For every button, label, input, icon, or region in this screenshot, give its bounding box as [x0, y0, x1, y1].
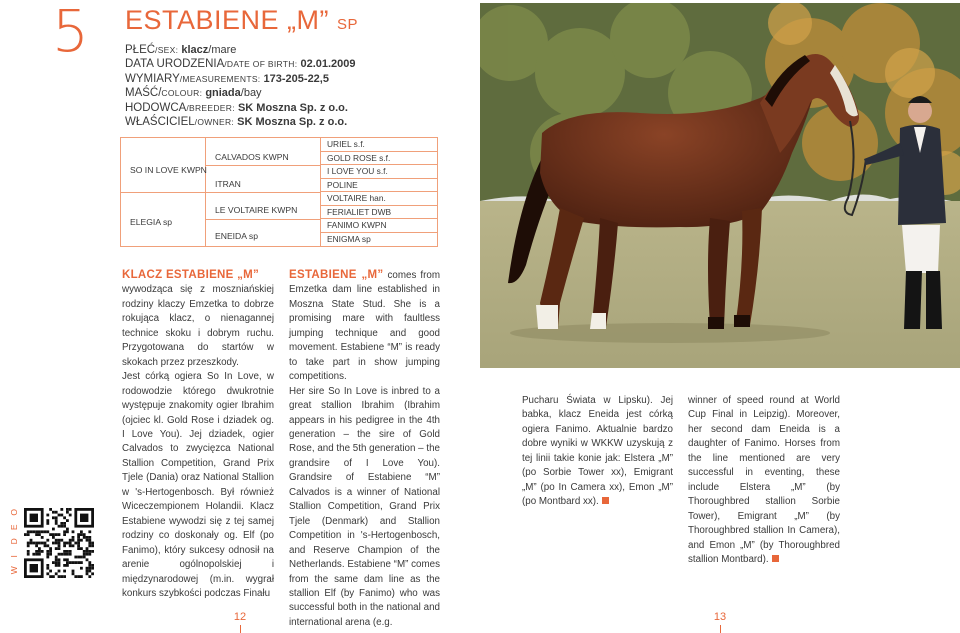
column-paragraph: Pucharu Świata w Lipsku). Jej babka, klacz Eneida jest córką ogiera Fanimo. Aktualnie bardzo dobre wyniki w WKKW uzyskują z tej linii takie konie jak: Elstera „M” (po Sorbie Tower xx), Emigrant „M” (po In Camera xx), Emon „M” (po Montbard xx). — [522, 395, 673, 508]
pedigree-sire: SO IN LOVE KWPN — [130, 165, 207, 175]
column-paragraph: wywodząca się z moszniańskiej rodziny klaczy Emzetka to dobrze rokująca klacz, o nienagannej technice skoku i dobrym ruchu. Przygotowana do startów w skokach przez przeszkody. — [122, 284, 274, 368]
pedigree-divider — [205, 219, 320, 220]
info-colour: MAŚĆ/COLOUR: gniada/bay — [125, 87, 262, 100]
pedigree-g2: LE VOLTAIRE KWPN — [215, 205, 298, 215]
column-paragraph: comes from Emzetka dam line established in Moszna State Stud. She is a promising mare with faultless jumping technique and good movement. Estabiene “M” is ready to take part in show jumping competitions. — [289, 270, 440, 383]
horse-title — [125, 7, 358, 34]
pedigree-g2: CALVADOS KWPN — [215, 152, 289, 162]
column-paragraph: Her sire So In Love is inbred to a great stallion Ibrahim (Ibrahim appears in his pedigree in the 4th generation – the sire of Gold Rose, and the 5th generation – the grandsire of I Love You). Grandsire of Estabiene “M” Calvados is a winner of National Stallion Competition, Grand Prix Tjele (Denmark) and Stallion Competition in 's-Hertogenbosch, and Reserve Champion of the Netherlands. Estabiene “M” comes from the same dam line as the stallion Elf (by Fanimo) who was successful both in the national and international arena (e.g. — [289, 385, 440, 628]
pedigree-g3: FERIALIET DWB — [321, 206, 437, 220]
end-of-article-icon — [772, 555, 779, 562]
text-column-en-1 — [289, 268, 440, 630]
column-heading: KLACZ ESTABIENE „M” — [122, 269, 260, 281]
text-column-en-2 — [688, 394, 840, 567]
page-number-left: 12 — [225, 611, 255, 633]
info-sex: PŁEĆ/SEX: klacz/mare — [125, 44, 237, 56]
column-paragraph: Jest córką ogiera So In Love, w rodowodzie którego dwukrotnie występuje znakomity ogier Ibrahim (ojciec kl. Gold Rose i dziadek og. I Love You). Jej dziadek, ogier Calvados to zwycięzca National Stallion Competition, Grand Prix Tjele (Dania) oraz National Stallion w 's-Hertogenbosch. Był również Wiceczempionem Holandii. Klacz Estabiene wywodzi się z tej samej rodziny co doskonały og. Elf (po Fanimo), który sukcesy odnosił na arenie ogólnopolskiej i międzynarodowej (m.in. wygrał konkurs szybkości podczas Finału — [122, 371, 274, 599]
pedigree-table — [120, 137, 438, 247]
catalog-number: 5 — [52, 0, 89, 65]
text-column-pl-2 — [522, 394, 673, 510]
info-owner: WŁAŚCICIEL/OWNER: SK Moszna Sp. z o.o. — [125, 116, 348, 129]
pedigree-g3: URIEL s.f. — [321, 138, 437, 152]
horse-photo — [480, 3, 960, 368]
video-label: O E D I W — [8, 508, 19, 575]
pedigree-divider — [205, 165, 320, 166]
pedigree-g3: POLINE — [321, 179, 437, 193]
info-dob: DATA URODZENIA/DATE OF BIRTH: 02.01.2009 — [125, 58, 356, 71]
text-column-pl-1 — [122, 268, 274, 601]
pedigree-g2: ENEIDA sp — [215, 231, 258, 241]
pedigree-g3: GOLD ROSE s.f. — [321, 152, 437, 166]
column-paragraph: winner of speed round at World Cup Final in Leipzig). Moreover, her second dam Eneida is a daughter of Fanimo. Horses from the line mentioned are very successful in eventing, these include Elstera „M” (by Thoroughbred stallion Sorbie Tower), Emigrant „M” (by Thoroughbred stallion In Camera), and Emon „M” (by Thoroughbred stallion Montbard). — [688, 395, 840, 565]
pedigree-g3: FANIMO KWPN — [321, 219, 437, 233]
info-measurements: WYMIARY/MEASUREMENTS: 173-205-22,5 — [125, 72, 329, 85]
pedigree-divider — [121, 192, 205, 193]
column-heading: ESTABIENE „M” — [289, 269, 384, 281]
horse-name: ESTABIENE „M” — [125, 5, 330, 35]
pedigree-g2: ITRAN — [215, 179, 241, 189]
info-breeder: HODOWCA/BREEDER: SK Moszna Sp. z o.o. — [125, 101, 348, 114]
pedigree-g3: I LOVE YOU s.f. — [321, 165, 437, 179]
video-qr-code-icon[interactable] — [24, 508, 94, 578]
pedigree-dam: ELEGIA sp — [130, 217, 173, 227]
end-of-article-icon — [602, 497, 609, 504]
page-tick — [240, 625, 241, 633]
page-tick — [720, 625, 721, 633]
page-number-right: 13 — [705, 611, 735, 633]
pedigree-divider — [205, 192, 320, 193]
horse-info — [125, 43, 475, 129]
pedigree-g3: ENIGMA sp — [327, 233, 371, 244]
horse-breed-suffix: SP — [337, 16, 359, 33]
pedigree-g3: VOLTAIRE han. — [321, 192, 437, 206]
